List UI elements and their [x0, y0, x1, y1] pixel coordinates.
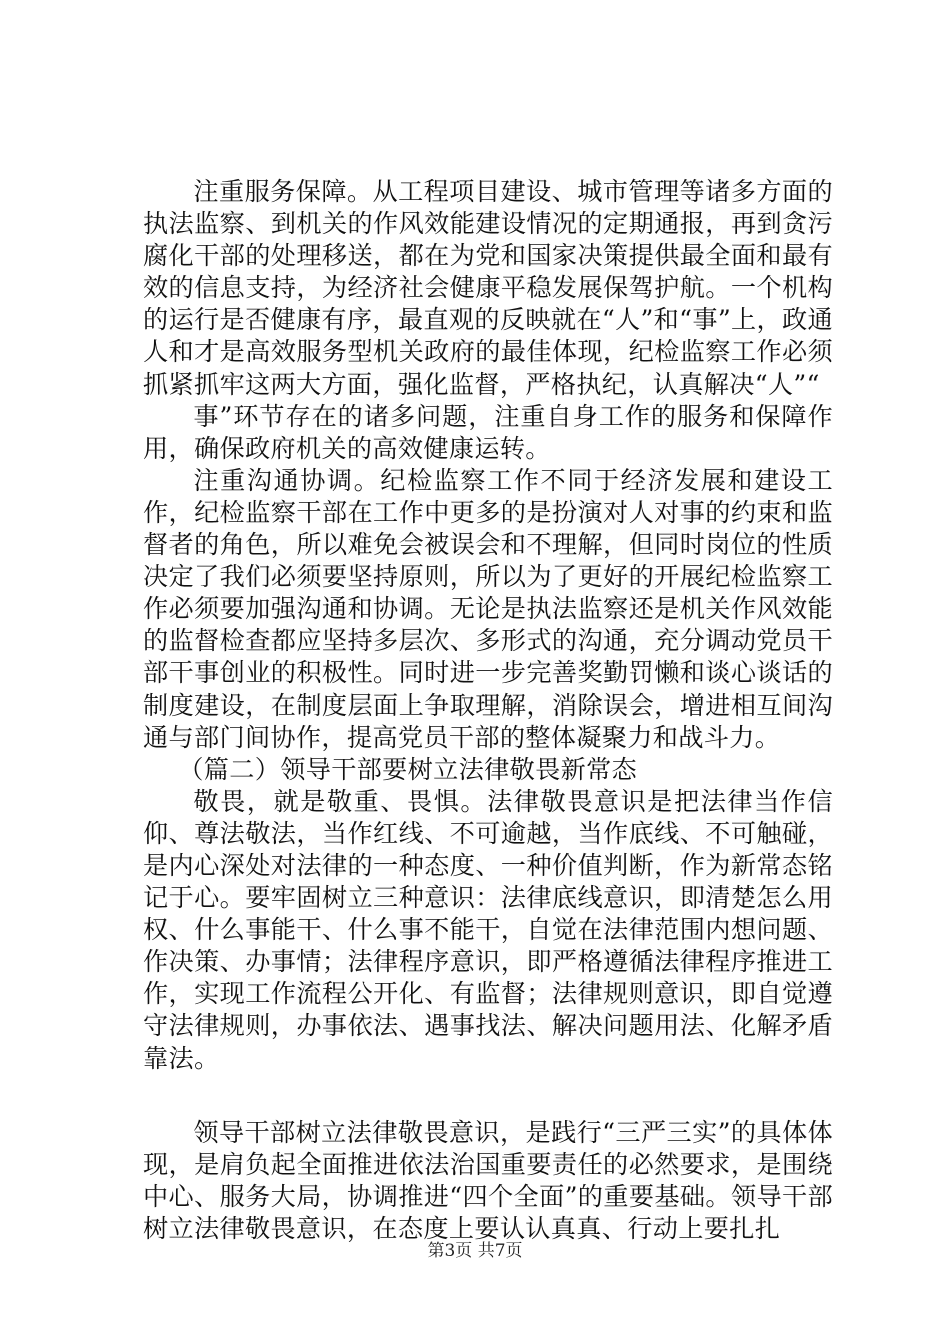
- paragraph-leaders-legal-awe: 领导干部树立法律敬畏意识，是践行“三严三实”的具体体现，是肩负起全面推进依法治国重要责任的必然要求，是围绕中心、服务大局，协调推进“四个全面”的重要基础。领导干部树立法律敬畏意识，在态度上要认认真真、行动上要扎扎: [143, 1117, 833, 1243]
- paragraph-legal-awe: 敬畏，就是敬重、畏惧。法律敬畏意识是把法律当作信仰、尊法敬法，当作红线、不可逾越，当作底线、不可触碰，是内心深处对法律的一种态度、一种价值判断，作为新常态铭记于心。要牢固树立三种意识：法律底线意识，即清楚怎么用权、什么事能干、什么事不能干，自觉在法律范围内想问题、作决策、办事情；法律程序意识，即严格遵循法律程序推进工作，实现工作流程公开化、有监督；法律规则意识，即自觉遵守法律规则，办事依法、遇事找法、解决问题用法、化解矛盾靠法。: [143, 786, 833, 1073]
- paragraph-communication-coordination: 注重沟通协调。纪检监察工作不同于经济发展和建设工作，纪检监察干部在工作中更多的是扮演对人对事的约束和监督者的角色，所以难免会被误会和不理解，但同时岗位的性质决定了我们必须要坚持原则，所以为了更好的开展纪检监察工作必须要加强沟通和协调。无论是执法监察还是机关作风效能的监督检查都应坚持多层次、多形式的沟通，充分调动党员干部干事创业的积极性。同时进一步完善奖勤罚懒和谈心谈话的制度建设，在制度层面上争取理解，消除误会，增进相互间沟通与部门间协作，提高党员干部的整体凝聚力和战斗力。: [143, 465, 833, 752]
- paragraph-service-guarantee-continued: 事”环节存在的诸多问题，注重自身工作的服务和保障作用，确保政府机关的高效健康运转。: [143, 401, 833, 463]
- document-body: [143, 176, 833, 1245]
- page-footer: 第3页 共7页: [427, 1241, 523, 1261]
- paragraph-service-guarantee: 注重服务保障。从工程项目建设、城市管理等诸多方面的执法监察、到机关的作风效能建设情况的定期通报，再到贪污腐化干部的处理移送，都在为党和国家决策提供最全面和最有效的信息支持，为经济社会健康平稳发展保驾护航。一个机构的运行是否健康有序，最直观的反映就在“人”和“事”上，政通人和才是高效服务型机关政府的最佳体现，纪检监察工作必须抓紧抓牢这两大方面，强化监督，严格执纪，认真解决“人”“: [143, 177, 833, 399]
- section-heading: （篇二）领导干部要树立法律敬畏新常态: [178, 754, 638, 784]
